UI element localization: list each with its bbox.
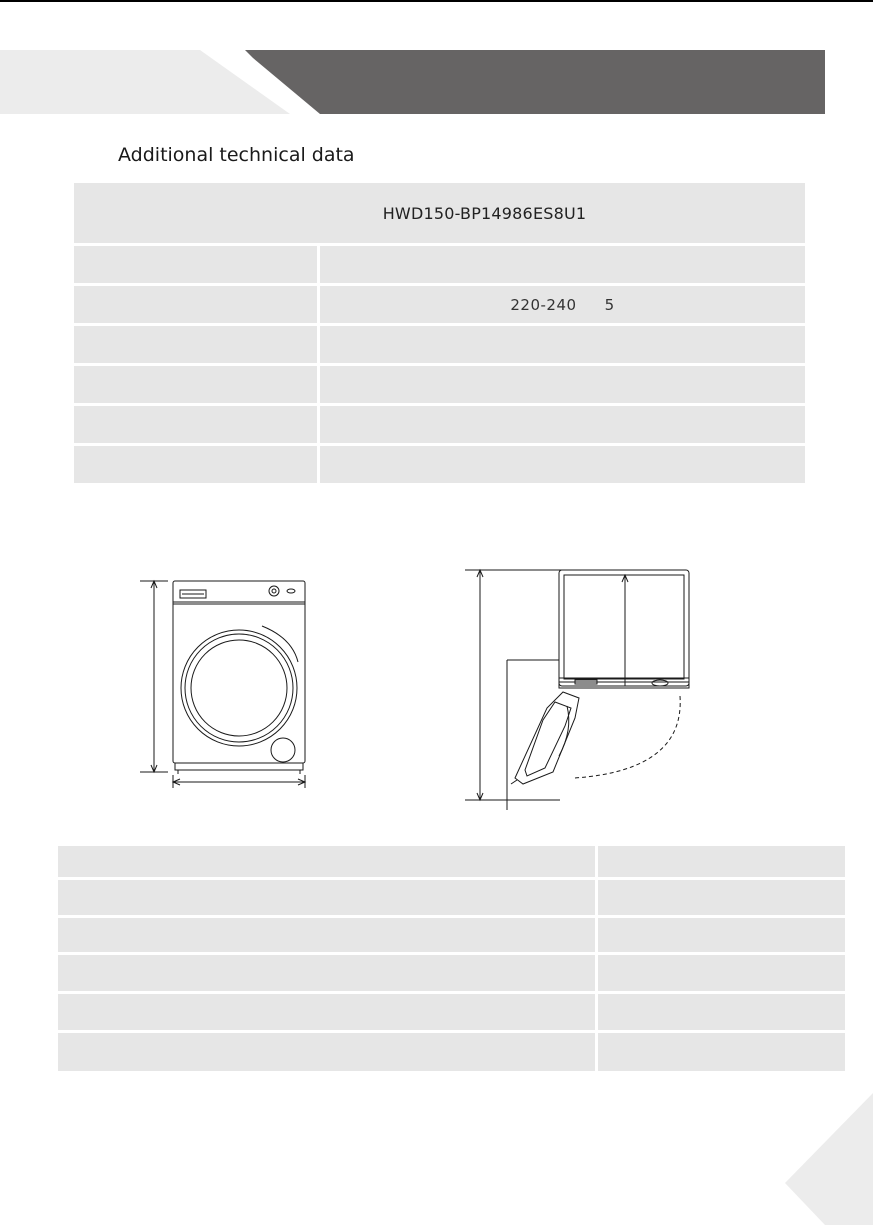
row-value — [598, 994, 845, 1030]
table-row — [58, 1033, 845, 1071]
row-value — [598, 918, 845, 952]
table-row — [74, 326, 805, 363]
voltage-value: 220-240 — [510, 295, 577, 314]
technical-data-table — [74, 183, 805, 486]
row-label — [74, 246, 317, 283]
dimensions-table — [58, 846, 845, 1074]
table-row — [58, 994, 845, 1030]
row-label — [74, 326, 317, 363]
table-row — [74, 446, 805, 483]
header-banner — [245, 50, 825, 114]
row-label — [74, 406, 317, 443]
row-value — [598, 955, 845, 991]
table-row — [58, 955, 845, 991]
table-row — [58, 846, 845, 877]
section-title: Additional technical data — [118, 144, 355, 166]
row-value — [320, 326, 805, 363]
top-view-drawing — [455, 560, 705, 820]
table-row — [74, 246, 805, 283]
row-value — [598, 880, 845, 915]
model-number: HWD150-BP14986ES8U1 — [382, 203, 587, 223]
header-tab-light — [0, 50, 290, 114]
row-value — [320, 406, 805, 443]
row-value — [320, 446, 805, 483]
top-rule — [0, 0, 873, 2]
row-label — [58, 846, 595, 877]
row-label — [58, 955, 595, 991]
row-label — [74, 366, 317, 403]
front-view-drawing — [130, 570, 320, 795]
row-value — [320, 246, 805, 283]
page-corner-tab — [785, 1093, 873, 1225]
table-row — [58, 880, 845, 915]
row-label — [58, 918, 595, 952]
row-value — [320, 366, 805, 403]
row-label — [74, 286, 317, 323]
table-row — [74, 286, 805, 323]
row-value — [320, 286, 805, 323]
row-label — [58, 1033, 595, 1071]
current-value: 5 — [604, 295, 615, 314]
table-row — [74, 406, 805, 443]
row-label — [58, 880, 595, 915]
row-label — [58, 994, 595, 1030]
table-header — [74, 183, 805, 243]
table-row — [74, 366, 805, 403]
row-value — [598, 846, 845, 877]
row-value — [598, 1033, 845, 1071]
table-row — [58, 918, 845, 952]
row-label — [74, 446, 317, 483]
